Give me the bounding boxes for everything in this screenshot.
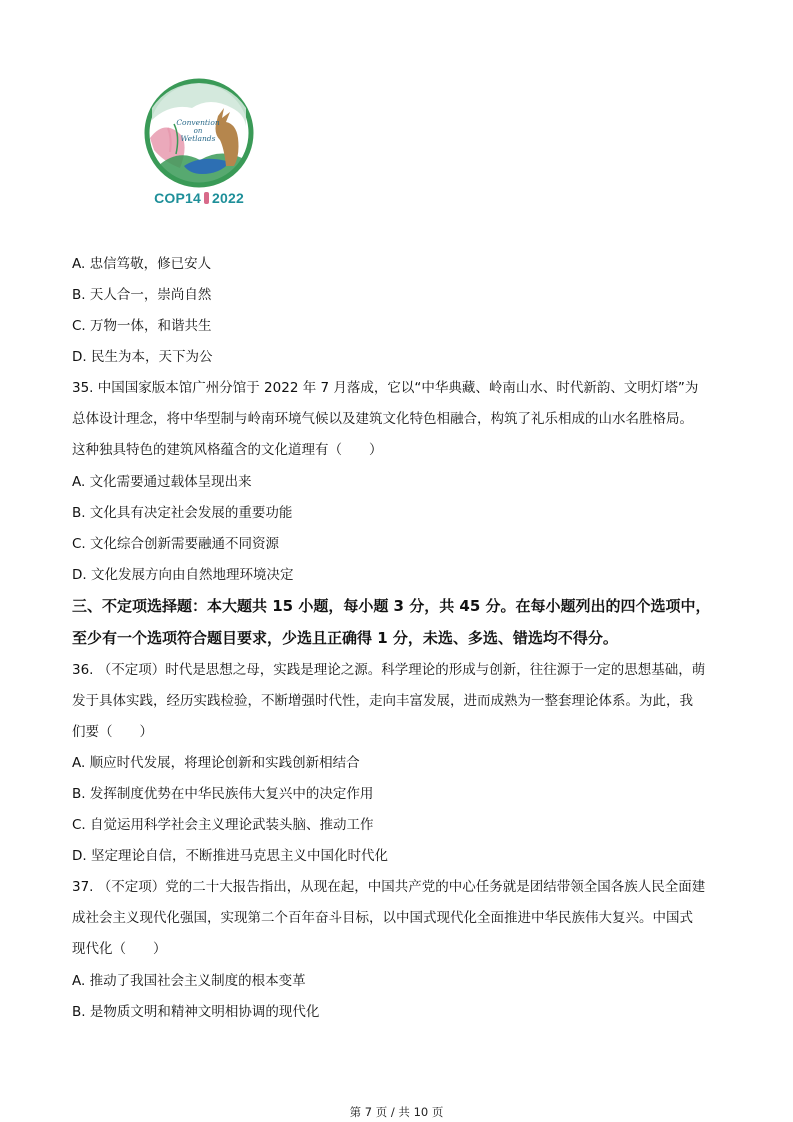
- q37-stem-line-1: 37. （不定项）党的二十大报告指出，从现在起，中国共产党的中心任务就是团结带领全国各族人民全面建: [72, 879, 706, 895]
- page-footer: 第 7 页 / 共 10 页: [349, 1105, 444, 1119]
- q35-stem-line-1: 35. 中国国家版本馆广州分馆于 2022 年 7 月落成，它以“中华典藏、岭南山水、时代新韵、文明灯塔”为: [72, 380, 699, 396]
- logo-divider-mark: [204, 192, 209, 204]
- q37-stem-line-2: 成社会主义现代化强国，实现第二个百年奋斗目标，以中国式现代化全面推进中华民族伟大复兴。中国式: [72, 910, 693, 926]
- q34-option-d: D. 民生为本，天下为公: [72, 349, 213, 365]
- logo-badge-text-line-2: on: [193, 127, 203, 135]
- q35-stem-line-2: 总体设计理念，将中华型制与岭南环境气候以及建筑文化特色相融合，构筑了礼乐相成的山水名胜格局。: [72, 411, 693, 427]
- q36-stem-line-1: 36. （不定项）时代是思想之母，实践是理论之源。科学理论的形成与创新，往往源于一定的思想基础，萌: [72, 662, 706, 678]
- q36-option-d: D. 坚定理论自信，不断推进马克思主义中国化时代化: [72, 848, 388, 864]
- section3-heading-line-1: 三、不定项选择题：本大题共 15 小题，每小题 3 分，共 45 分。在每小题列出的四个选项中，: [72, 597, 711, 615]
- q36-option-c: C. 自觉运用科学社会主义理论武装头脑、推动工作: [72, 817, 374, 833]
- logo-caption: COP14 2022: [154, 190, 244, 206]
- wetlands-emblem: [140, 78, 258, 188]
- q35-stem-line-3: 这种独具特色的建筑风格蕴含的文化道理有（ ）: [72, 442, 383, 458]
- q35-option-a: A. 文化需要通过载体呈现出来: [72, 474, 252, 490]
- q35-option-b: B. 文化具有决定社会发展的重要功能: [72, 505, 293, 521]
- q34-option-c: C. 万物一体，和谐共生: [72, 318, 212, 334]
- cop14-logo: [140, 78, 258, 213]
- q36-stem-line-3: 们要（ ）: [72, 724, 153, 740]
- q35-option-d: D. 文化发展方向由自然地理环境决定: [72, 567, 294, 583]
- q37-stem-line-3: 现代化（ ）: [72, 941, 167, 957]
- q36-stem-line-2: 发于具体实践，经历实践检验，不断增强时代性，走向丰富发展，进而成熟为一整套理论体系。为此，我: [72, 693, 693, 709]
- q34-option-a: A. 忠信笃敬，修已安人: [72, 256, 212, 272]
- q37-option-b: B. 是物质文明和精神文明相协调的现代化: [72, 1004, 320, 1020]
- q35-option-c: C. 文化综合创新需要融通不同资源: [72, 536, 280, 552]
- section3-heading-line-2: 至少有一个选项符合题目要求，少选且正确得 1 分，未选、多选、错选均不得分。: [72, 629, 618, 647]
- logo-badge-text-line-3: Wetlands: [180, 134, 216, 143]
- q36-option-a: A. 顺应时代发展，将理论创新和实践创新相结合: [72, 755, 360, 771]
- logo-badge-text-line-1: Convention: [176, 118, 220, 127]
- q37-option-a: A. 推动了我国社会主义制度的根本变革: [72, 973, 306, 989]
- q36-option-b: B. 发挥制度优势在中华民族伟大复兴中的决定作用: [72, 786, 374, 802]
- q34-option-b: B. 天人合一，崇尚自然: [72, 287, 212, 303]
